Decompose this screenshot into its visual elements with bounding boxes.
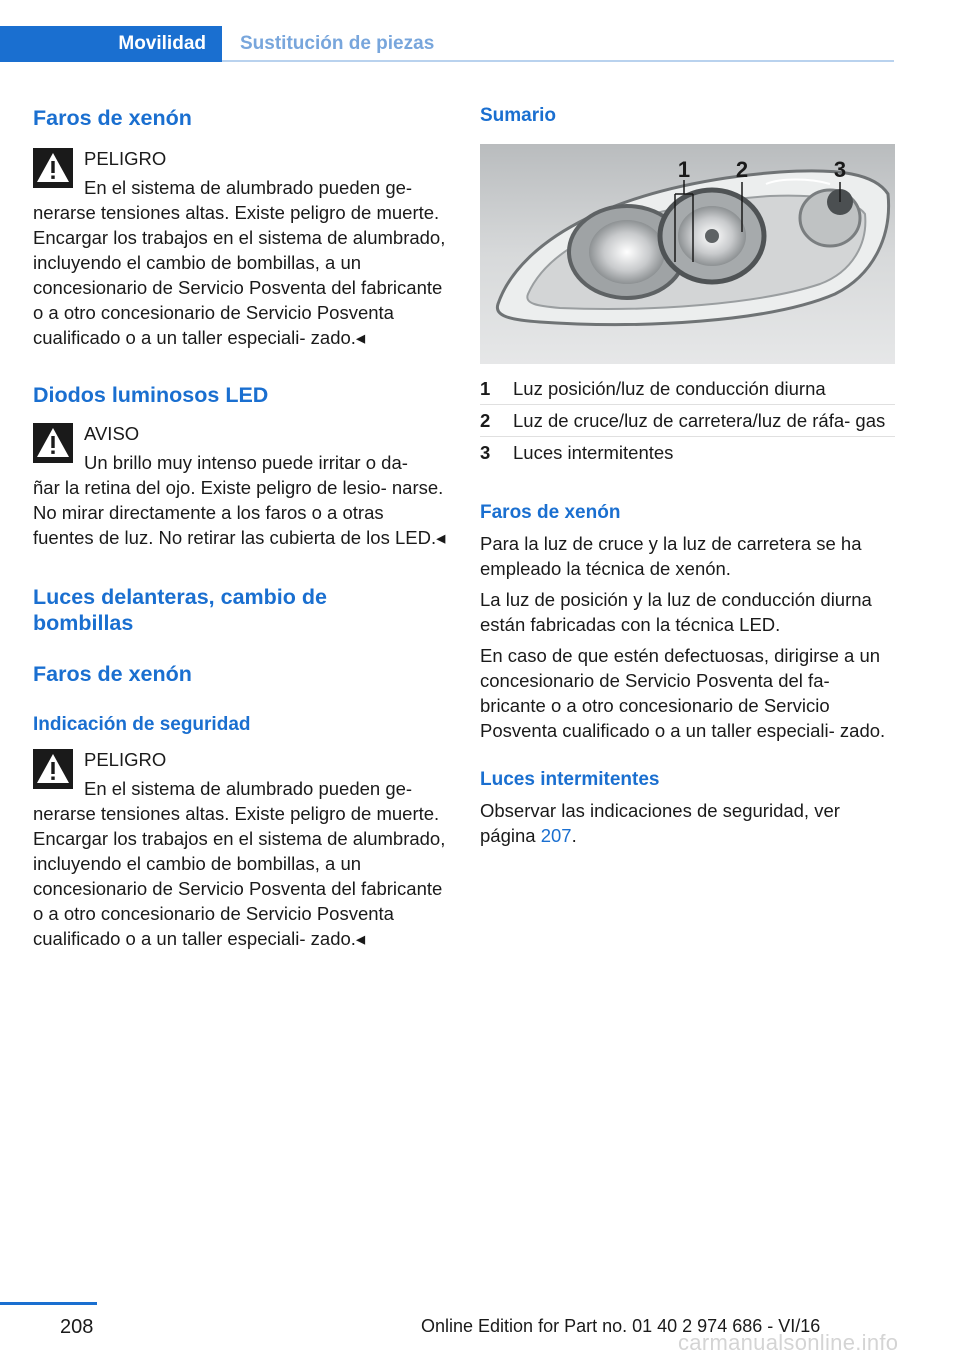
xenon-paragraph-1: Para la luz de cruce y la luz de carretera se ha empleado la técnica de xenón. xyxy=(480,533,862,579)
page-header xyxy=(0,0,960,64)
subsection-title-safety: Indicación de seguridad xyxy=(33,714,251,735)
danger-warning-2 xyxy=(33,747,448,951)
section-title-xenon: Faros de xenón xyxy=(33,106,192,130)
turn-signal-text: Observar las indicaciones de seguridad, ver página xyxy=(480,800,840,846)
chapter-tab-label: Movilidad xyxy=(118,33,206,54)
warning-triangle-icon xyxy=(33,423,73,463)
warning-text: nerarse tensiones altas. Existe peligro de muerte. Encargar los trabajos en el sistema de alumbrado, incluyendo el cambio de bombillas, a un concesionario de Servicio Posventa del fabricante o a otro concesionario de Servicio Posventa cualificado o a un taller especiali‐ zado.◂ xyxy=(33,803,446,949)
legend-number: 2 xyxy=(480,410,491,431)
section-title-bulb-change: Luces delanteras, cambio de bombillas xyxy=(33,585,327,635)
subsection-title-xenon: Faros de xenón xyxy=(33,662,192,686)
warning-label: AVISO xyxy=(84,423,140,444)
warning-first-line: En el sistema de alumbrado pueden ge‐ xyxy=(84,778,413,799)
danger-warning-1 xyxy=(33,146,448,350)
legend-text: Luces intermitentes xyxy=(513,442,674,463)
chapter-tab[interactable] xyxy=(0,26,222,62)
xenon-paragraph-3: En caso de que estén defectuosas, dirigirse a un concesionario de Servicio Posventa del fa‐ bricante o a otro concesionario de Servicio Posventa cualificado o a un taller especiali‐ zado. xyxy=(480,645,886,741)
callout-1: 1 xyxy=(677,157,691,182)
headlight-illustration xyxy=(480,144,895,364)
page-reference-link[interactable]: 207 xyxy=(540,825,572,846)
turn-signal-paragraph xyxy=(480,798,895,848)
legend-number: 1 xyxy=(480,378,491,399)
warning-first-line: Un brillo muy intenso puede irritar o da‐ xyxy=(84,452,408,473)
xenon-title: Faros de xenón xyxy=(480,502,621,523)
warning-label: PELIGRO xyxy=(84,749,167,770)
legend-item xyxy=(480,408,895,433)
caution-warning xyxy=(33,421,448,550)
callout-2: 2 xyxy=(735,157,749,182)
legend-text: Luz de cruce/luz de carretera/luz de ráfa‐ gas xyxy=(513,410,886,431)
legend-item xyxy=(480,440,895,465)
page-number: 208 xyxy=(60,1316,94,1338)
section-tab[interactable]: Sustitución de piezas xyxy=(240,33,435,54)
xenon-paragraph-2: La luz de posición y la luz de conducción diurna están fabricadas con la técnica LED. xyxy=(480,589,872,635)
legend-divider xyxy=(480,436,895,437)
sumario-title: Sumario xyxy=(480,105,557,126)
warning-text: ñar la retina del ojo. Existe peligro de lesio‐ narse. No mirar directamente a los faros o a otras fuentes de luz. No retirar las cubierta de los LED.◂ xyxy=(33,477,446,548)
legend-item xyxy=(480,376,895,401)
legend-text: Luz posición/luz de conducción diurna xyxy=(513,378,826,399)
turn-signal-end: . xyxy=(571,825,577,846)
warning-triangle-icon xyxy=(33,148,73,188)
left-column xyxy=(33,100,448,951)
right-column xyxy=(480,100,895,848)
footer-accent-line xyxy=(0,1302,97,1305)
warning-triangle-icon xyxy=(33,749,73,789)
warning-text: nerarse tensiones altas. Existe peligro de muerte. Encargar los trabajos en el sistema de alumbrado, incluyendo el cambio de bombillas, a un concesionario de Servicio Posventa del fabricante o a otro concesionario de Servicio Posventa cualificado o a un taller especiali‐ zado.◂ xyxy=(33,202,446,348)
turn-signal-title: Luces intermitentes xyxy=(480,769,660,790)
watermark: carmanualsonline.info xyxy=(678,1330,899,1355)
section-title-led: Diodos luminosos LED xyxy=(33,383,269,407)
legend-divider xyxy=(480,404,895,405)
headlight-figure xyxy=(480,144,895,364)
edition-note: Online Edition for Part no. 01 40 2 974 686 - VI/16 xyxy=(421,1316,821,1336)
figure-legend xyxy=(480,376,895,465)
callout-3: 3 xyxy=(833,157,847,182)
header-divider xyxy=(222,60,894,62)
legend-number: 3 xyxy=(480,442,491,463)
warning-label: PELIGRO xyxy=(84,148,167,169)
warning-first-line: En el sistema de alumbrado pueden ge‐ xyxy=(84,177,413,198)
